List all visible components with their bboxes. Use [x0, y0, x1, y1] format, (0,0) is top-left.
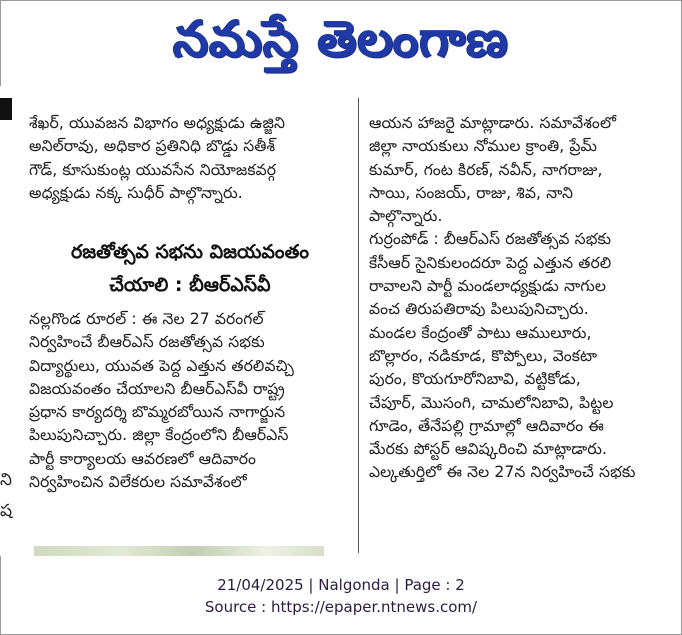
- text-line: విద్యార్థులు, యువత పెద్ద ఎత్తున తరలివచ్చి: [29, 356, 294, 375]
- strip-char: ని: [0, 470, 12, 490]
- text-line: ప్రధాన కార్యదర్శి బొమ్మరబోయిన నాగార్జున: [29, 403, 286, 422]
- article-headline: [29, 236, 351, 302]
- text-line: అధ్యక్షుడు నక్క సుధీర్ పాల్గొన్నారు.: [29, 183, 243, 202]
- newspaper-logo: నమస్తే తెలంగాణ: [173, 10, 509, 68]
- text-line: విజయవంతం చేయాలని బీఆర్‌ఎస్‌వీ రాష్ట్ర: [29, 379, 285, 398]
- text-line: శేఖర్, యువజన విభాగం అధ్యక్షుడు ఉజ్జిని: [29, 114, 286, 132]
- left-column-top: [29, 112, 351, 205]
- text-line: నిర్వహించిన విలేకరుల సమావేశంలో: [29, 473, 247, 492]
- text-line: మండల కేంద్రంతో పాటు ఆములూరు,: [369, 323, 592, 342]
- text-line: గూడెం, తేనేపల్లి గ్రామాల్లో ఆదివారం ఈ: [369, 416, 604, 435]
- headline-line: చేయాలి : బీఆర్‌ఎస్‌వీ: [109, 274, 271, 296]
- photo-edge: [34, 546, 324, 556]
- text-line: రావాలని పార్టీ మండలాధ్యక్షుడు నాగుల: [369, 277, 606, 296]
- text-line: పార్టీ కార్యాలయ ఆవరణలో ఆదివారం: [29, 449, 257, 468]
- text-line: గుర్రంపోడ్ : బీఆర్‌ఎస్ రజతోత్సవ సభకు: [369, 230, 612, 249]
- text-line: ఎల్కతుర్తిలో ఈ నెల 27న నిర్వహించే సభకు: [369, 463, 636, 482]
- strip-ink-mark: [0, 98, 12, 120]
- text-line: పురం, కొయగూరోనిబావి, వట్టికోడు,: [369, 370, 581, 389]
- text-line: జిల్లా నాయకులు నోముల క్రాంతి, ప్రేమ్: [369, 137, 598, 156]
- masthead: [0, 0, 682, 86]
- text-line: సాయి, సంజయ్, రాజు, శివ, నాని: [369, 183, 574, 202]
- text-line: వంచ తిరుపతిరావు పిలుపునిచ్చారు.: [369, 300, 589, 319]
- text-line: నల్లగొండ రూరల్ : ఈ నెల 27 వరంగల్: [29, 310, 264, 328]
- footer-dateline: 21/04/2025 | Nalgonda | Page : 2: [217, 576, 465, 594]
- footer-source: Source : https://epaper.ntnews.com/: [204, 598, 478, 616]
- text-line: అనిల్‌రావు, అధికార ప్రతినిధి బొడ్డు సతీశ్: [29, 137, 276, 156]
- text-line: కేసీఆర్ సైనికులందరూ పెద్ద ఎత్తున తరలి: [369, 253, 612, 272]
- left-column-body: [29, 308, 351, 494]
- column-divider: [358, 98, 359, 553]
- text-line: గౌడ్, కూసుకుంట్ల యువసేన నియోజకవర్గ: [29, 160, 277, 179]
- text-line: ఆయన హాజరై మాట్లాడారు. సమావేశంలో: [369, 114, 617, 132]
- text-line: చేపూర్, మొసంగి, చామలోనిబావి, పిట్టల: [369, 393, 614, 412]
- text-line: మేరకు పోస్టర్ ఆవిష్కరించి మాట్లాడారు.: [369, 440, 608, 459]
- text-line: బొల్లారం, నడికూడ, కొప్పోలు, వెంకటా: [369, 346, 598, 365]
- headline-line: రజతోత్సవ సభను విజయవంతం: [71, 241, 309, 263]
- text-line: నిర్వహించే బీఆర్‌ఎస్ రజతోత్సవ సభకు: [29, 333, 265, 352]
- text-line: పాల్గొన్నారు.: [369, 207, 443, 226]
- strip-char: ష: [0, 501, 13, 521]
- text-line: పిలుపునిచ్చారు. జిల్లా కేంద్రంలోని బీఆర్‌ఎస్: [29, 426, 289, 445]
- adjacent-column-strip: [0, 86, 14, 556]
- text-line: కుమార్, గంట కిరణ్, నవీన్, నాగరాజు,: [369, 160, 603, 179]
- right-column: [369, 112, 674, 485]
